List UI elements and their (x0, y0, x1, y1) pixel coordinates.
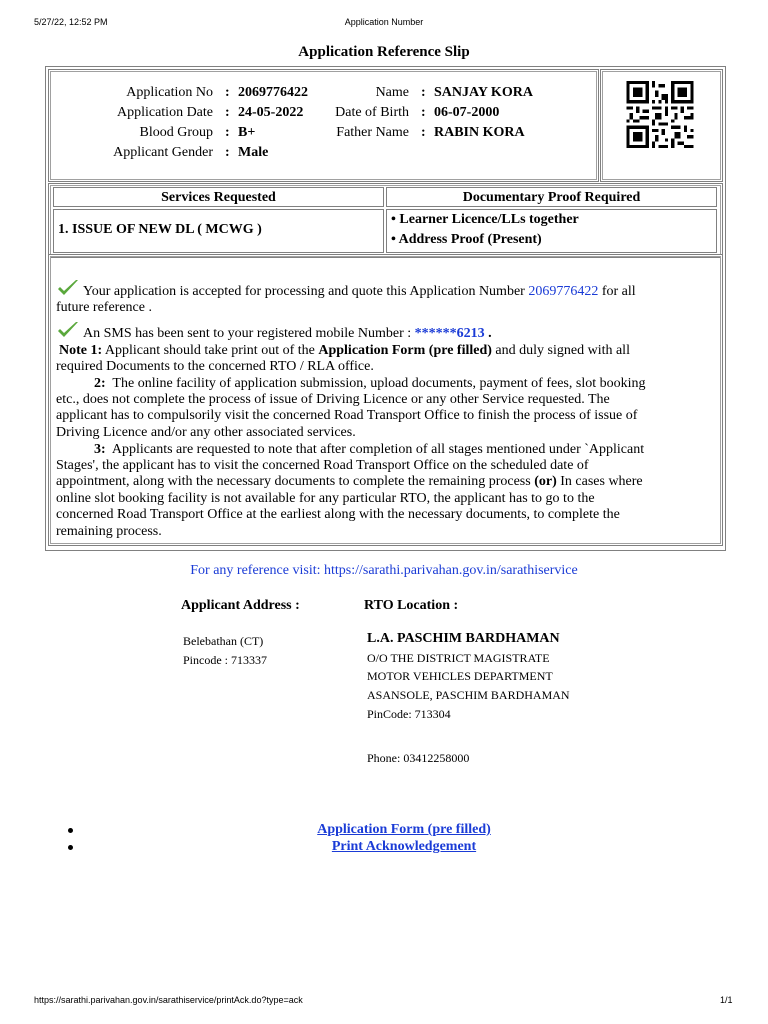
sms-line (83, 326, 492, 343)
applicant-pincode: Pincode : 713337 (183, 653, 267, 667)
application-date-value: 24-05-2022 (238, 105, 304, 120)
accepted-line-2: future reference . (56, 300, 152, 315)
applicant-address-heading: Applicant Address : (181, 598, 300, 613)
print-acknowledgement-link[interactable]: Print Acknowledgement (331, 839, 477, 854)
note-1-text-b: and duly signed with all (495, 343, 630, 358)
note-3-label: 3: (94, 442, 106, 457)
note-2-label: 2: (94, 376, 106, 391)
accepted-text: Your application is accepted for processing and quote this Application Number (83, 284, 525, 299)
doc-item: • Learner Licence/LLs together (391, 212, 579, 227)
colon: : (225, 85, 230, 100)
sms-text: An SMS has been sent to your registered mobile Number : (83, 326, 412, 341)
check-mark-icon (57, 279, 79, 297)
slip-title: Application Reference Slip (298, 44, 470, 60)
colon: : (225, 125, 230, 140)
rto-phone: Phone: 03412258000 (367, 751, 470, 765)
accepted-app-number: 2069776422 (528, 284, 599, 299)
print-footer-url: https://sarathi.parivahan.gov.in/sarathiservice/printAck.do?type=ack (34, 995, 303, 1005)
note-3-line-3a: appointment, along with the necessary documents to complete the remaining process (56, 474, 531, 489)
father-name-value: RABIN KORA (434, 125, 525, 140)
note-3-line-5: concerned Road Transport Office at the earliest along with the necessary documents, to complete the (56, 507, 620, 522)
service-item: 1. ISSUE OF NEW DL ( MCWG ) (53, 209, 384, 253)
dob-value: 06-07-2000 (434, 105, 500, 120)
rto-address-line-3: ASANSOLE, PASCHIM BARDHAMAN (367, 688, 570, 702)
note-1-text-bold: Application Form (pre filled) (318, 343, 492, 358)
application-form-link[interactable]: Application Form (pre filled) (317, 822, 491, 837)
note-1-text-a: Applicant should take print out of the (104, 343, 315, 358)
note-1-label: Note 1: (59, 343, 103, 358)
blood-group-value: B+ (238, 125, 256, 140)
sms-tail: . (488, 326, 492, 341)
note-3-line-6: remaining process. (56, 524, 162, 539)
note-2-line-4: Driving Licence and/or any other associated services. (56, 425, 356, 440)
note-3-line-4: online slot booking facility is not available for any particular RTO, the applicant has to go to the (56, 491, 595, 506)
gender-label: Applicant Gender (113, 145, 213, 160)
note-3 (56, 442, 644, 459)
note-3-or: (or) (534, 474, 557, 489)
colon: : (421, 105, 426, 120)
note-2 (56, 376, 646, 393)
colon: : (225, 145, 230, 160)
note-3-line-1: Applicants are requested to note that after completion of all stages mentioned under `Applicant (111, 442, 645, 457)
doc-item: • Address Proof (Present) (391, 232, 542, 247)
qr-code-icon (624, 81, 696, 148)
application-date-label: Application Date (116, 105, 213, 120)
applicant-address-line-1: Belebathan (CT) (183, 634, 264, 648)
sms-number: ******6213 (414, 326, 485, 341)
note-3-line-2: Stages', the applicant has to visit the concerned Road Transport Office on the scheduled date of (56, 458, 589, 473)
gender-value: Male (238, 145, 269, 160)
docs-header: Documentary Proof Required (386, 187, 717, 207)
reference-visit-text: For any reference visit: https://sarathi.parivahan.gov.in/sarathiservice (190, 563, 578, 578)
colon: : (225, 105, 230, 120)
note-1-line-2: required Documents to the concerned RTO / RLA office. (56, 359, 374, 374)
rto-address-line-1: O/O THE DISTRICT MAGISTRATE (367, 651, 550, 665)
rto-name: L.A. PASCHIM BARDHAMAN (367, 631, 560, 646)
note-2-line-3: applicant has to compulsorily visit the concerned Road Transport Office to finish the process of issue of (56, 408, 638, 423)
colon: : (421, 125, 426, 140)
print-datetime: 5/27/22, 12:52 PM (34, 17, 108, 27)
accepted-tail: for all (601, 284, 636, 299)
application-no-value: 2069776422 (238, 85, 308, 100)
rto-address-line-2: MOTOR VEHICLES DEPARTMENT (367, 669, 553, 683)
print-footer-page: 1/1 (720, 995, 733, 1005)
blood-group-label: Blood Group (139, 125, 213, 140)
accepted-line (83, 284, 636, 301)
note-3-line-3 (56, 474, 643, 491)
print-title: Application Number (344, 17, 424, 27)
note-2-line-2: etc., does not complete the process of issue of Driving Licence or any other Service requested. The (56, 392, 610, 407)
services-header: Services Requested (53, 187, 384, 207)
name-value: SANJAY KORA (434, 85, 533, 100)
check-mark-icon (57, 321, 79, 339)
application-no-label: Application No (126, 85, 213, 100)
father-name-label: Father Name (336, 125, 409, 140)
note-1 (59, 343, 630, 360)
rto-location-heading: RTO Location : (364, 598, 459, 613)
note-2-line-1: The online facility of application submission, upload documents, payment of fees, slot booking (112, 376, 646, 391)
note-3-line-3b: In cases where (560, 474, 643, 489)
dob-label: Date of Birth (335, 105, 409, 120)
colon: : (421, 85, 426, 100)
name-label: Name (375, 85, 409, 100)
rto-pincode: PinCode: 713304 (367, 707, 451, 721)
